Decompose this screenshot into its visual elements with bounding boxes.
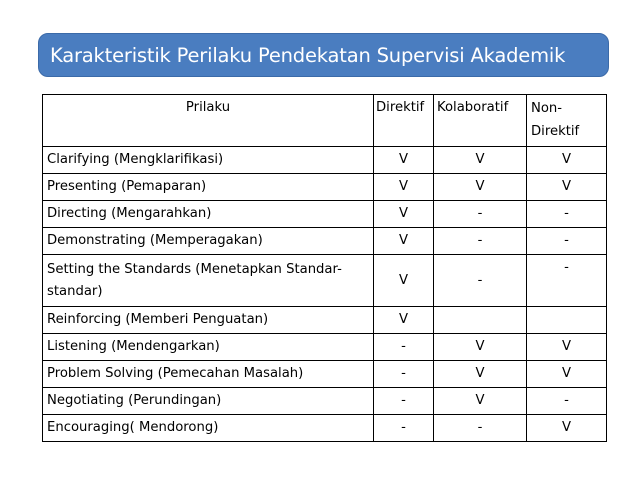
table-row [43, 147, 607, 174]
kolaboratif-cell: - [434, 201, 527, 228]
header-behavior: Prilaku [43, 95, 374, 147]
direktif-cell: - [374, 388, 434, 415]
direktif-cell: V [374, 307, 434, 334]
kolaboratif-cell: V [434, 334, 527, 361]
table-row [43, 361, 607, 388]
non-direktif-cell: - [527, 388, 607, 415]
kolaboratif-cell: V [434, 388, 527, 415]
table-row [43, 334, 607, 361]
behavior-cell: Reinforcing (Memberi Penguatan) [43, 307, 374, 334]
kolaboratif-cell [434, 307, 527, 334]
header-kolaboratif: Kolaboratif [434, 95, 527, 147]
behavior-cell: Demonstrating (Memperagakan) [43, 228, 374, 255]
behavior-cell: Setting the Standards (Menetapkan Standar-standar) [43, 255, 374, 307]
kolaboratif-cell: - [434, 255, 527, 307]
behavior-cell: Problem Solving (Pemecahan Masalah) [43, 361, 374, 388]
non-direktif-cell: V [527, 334, 607, 361]
direktif-cell: - [374, 415, 434, 442]
table-row [43, 415, 607, 442]
non-direktif-cell: - [527, 201, 607, 228]
kolaboratif-cell: V [434, 361, 527, 388]
behavior-cell: Negotiating (Perundingan) [43, 388, 374, 415]
direktif-cell: V [374, 201, 434, 228]
non-direktif-cell: V [527, 361, 607, 388]
kolaboratif-cell: V [434, 147, 527, 174]
header-non-direktif: Non-Direktif [527, 95, 607, 147]
table-row [43, 174, 607, 201]
behavior-cell: Presenting (Pemaparan) [43, 174, 374, 201]
non-direktif-cell: V [527, 174, 607, 201]
behavior-characteristics-table [42, 94, 607, 442]
non-direktif-cell: V [527, 147, 607, 174]
direktif-cell: V [374, 147, 434, 174]
kolaboratif-cell: V [434, 174, 527, 201]
table-header-row [43, 95, 607, 147]
header-direktif: Direktif [374, 95, 434, 147]
table-row [43, 228, 607, 255]
behavior-cell: Encouraging( Mendorong) [43, 415, 374, 442]
direktif-cell: - [374, 361, 434, 388]
table-row [43, 201, 607, 228]
non-direktif-cell: - [527, 255, 607, 307]
direktif-cell: - [374, 334, 434, 361]
direktif-cell: V [374, 174, 434, 201]
direktif-cell: V [374, 228, 434, 255]
kolaboratif-cell: - [434, 415, 527, 442]
slide-title: Karakteristik Perilaku Pendekatan Supervisi Akademik [50, 43, 566, 67]
non-direktif-cell: V [527, 415, 607, 442]
non-direktif-cell: - [527, 228, 607, 255]
behavior-cell: Listening (Mendengarkan) [43, 334, 374, 361]
table-row [43, 255, 607, 307]
behavior-cell: Directing (Mengarahkan) [43, 201, 374, 228]
table-row [43, 307, 607, 334]
non-direktif-cell [527, 307, 607, 334]
slide-title-bar [38, 33, 609, 77]
direktif-cell: V [374, 255, 434, 307]
behavior-cell: Clarifying (Mengklarifikasi) [43, 147, 374, 174]
table-row [43, 388, 607, 415]
kolaboratif-cell: - [434, 228, 527, 255]
